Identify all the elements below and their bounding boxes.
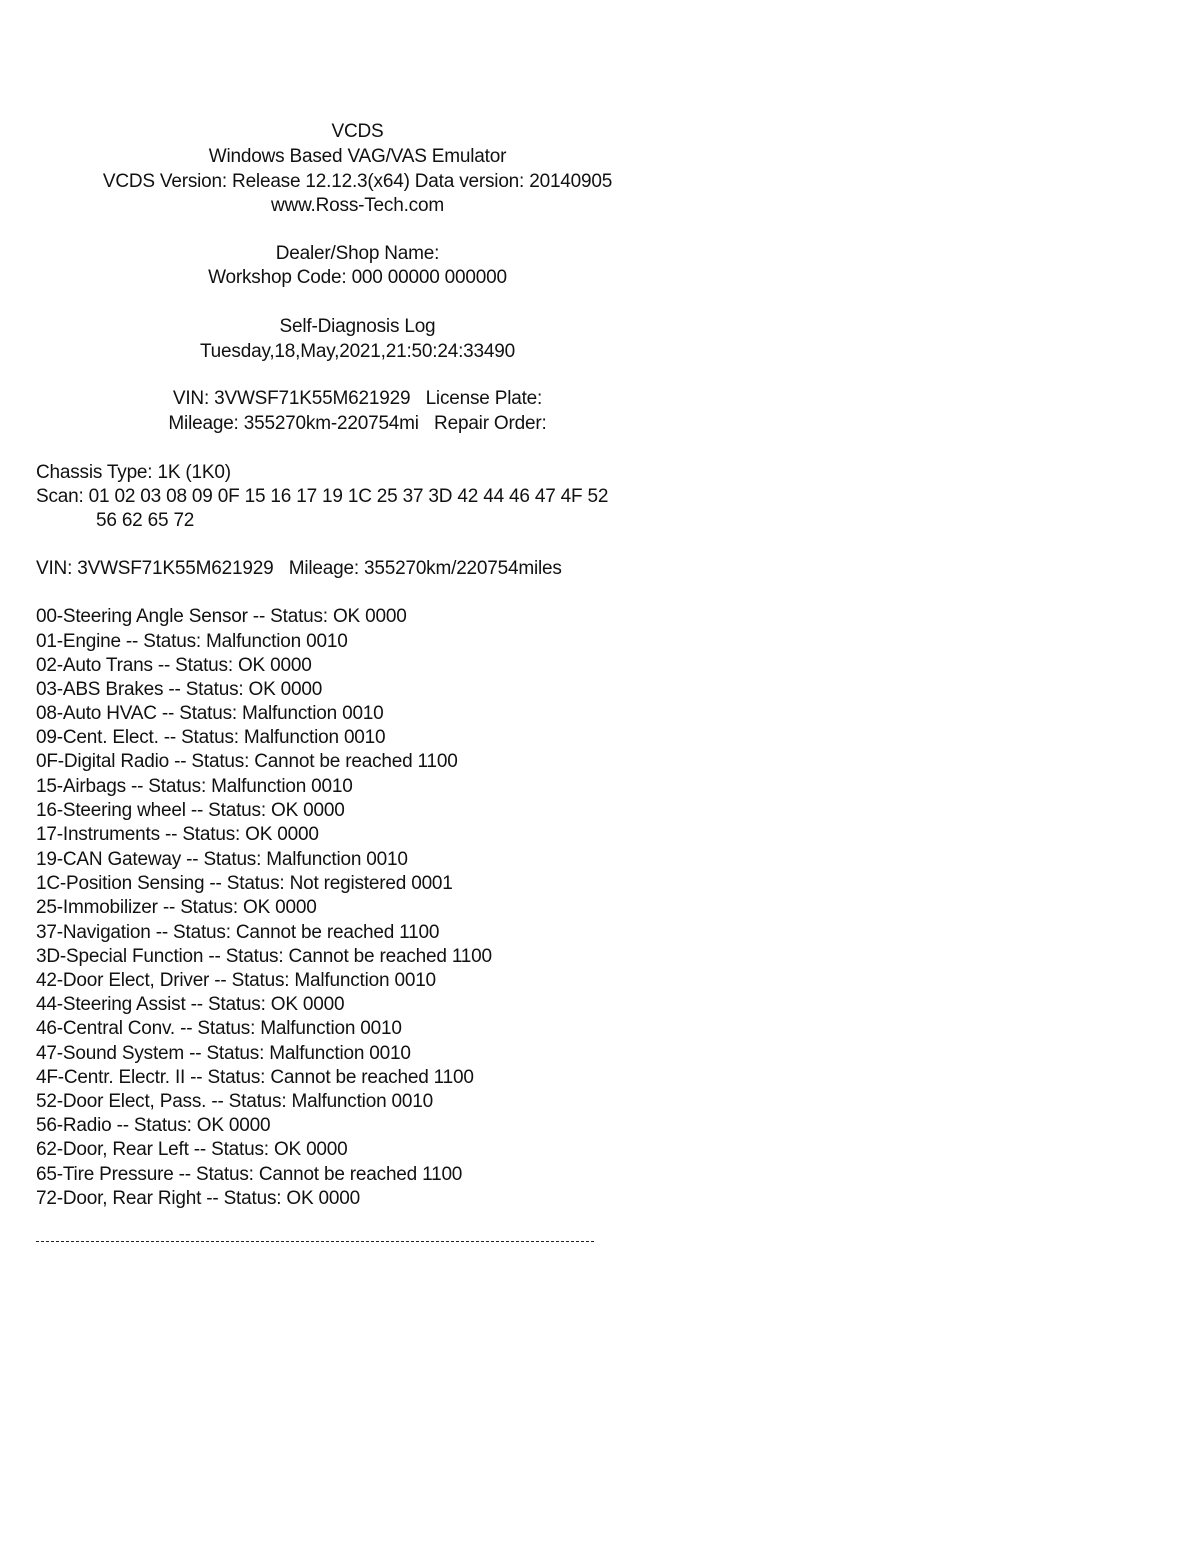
module-status-line: 19-CAN Gateway -- Status: Malfunction 0010	[36, 849, 408, 870]
log-timestamp: Tuesday,18,May,2021,21:50:24:33490	[199, 341, 516, 362]
module-status-line: 46-Central Conv. -- Status: Malfunction 0010	[36, 1018, 402, 1039]
website: www.Ross-Tech.com	[271, 195, 444, 216]
workshop-code: Workshop Code: 000 00000 000000	[208, 267, 507, 288]
module-status-line: 72-Door, Rear Right -- Status: OK 0000	[36, 1188, 361, 1209]
vin-mileage-line: VIN: 3VWSF71K55M621929 Mileage: 355270km/220754miles	[36, 558, 562, 579]
scan-list: Scan: 01 02 03 08 09 0F 15 16 17 19 1C 25 37 3D 42 44 46 47 4F 52	[36, 486, 609, 507]
scan-list-continued: 56 62 65 72	[96, 510, 195, 531]
module-status-line: 47-Sound System -- Status: Malfunction 0010	[36, 1043, 411, 1064]
module-status-line: 08-Auto HVAC -- Status: Malfunction 0010	[36, 703, 384, 724]
vin-license-line: VIN: 3VWSF71K55M621929 License Plate:	[172, 388, 543, 409]
module-status-line: 3D-Special Function -- Status: Cannot be reached 1100	[36, 946, 492, 967]
module-status-line: 02-Auto Trans -- Status: OK 0000	[36, 655, 312, 676]
app-subtitle: Windows Based VAG/VAS Emulator	[208, 146, 507, 167]
module-status-line: 42-Door Elect, Driver -- Status: Malfunction 0010	[36, 970, 436, 991]
chassis-type: Chassis Type: 1K (1K0)	[36, 462, 231, 483]
module-status-line: 65-Tire Pressure -- Status: Cannot be reached 1100	[36, 1164, 463, 1185]
dealer-shop-name: Dealer/Shop Name:	[275, 243, 440, 264]
version-line: VCDS Version: Release 12.12.3(x64) Data version: 20140905	[102, 171, 613, 192]
log-title: Self-Diagnosis Log	[279, 316, 436, 337]
app-name: VCDS	[331, 121, 384, 142]
module-status-line: 25-Immobilizer -- Status: OK 0000	[36, 897, 317, 918]
module-status-line: 00-Steering Angle Sensor -- Status: OK 0000	[36, 606, 407, 627]
module-status-line: 0F-Digital Radio -- Status: Cannot be reached 1100	[36, 751, 458, 772]
dashed-divider	[36, 1241, 594, 1242]
module-status-line: 17-Instruments -- Status: OK 0000	[36, 824, 319, 845]
module-status-line: 56-Radio -- Status: OK 0000	[36, 1115, 271, 1136]
module-status-line: 37-Navigation -- Status: Cannot be reached 1100	[36, 922, 440, 943]
module-status-line: 1C-Position Sensing -- Status: Not registered 0001	[36, 873, 453, 894]
module-status-line: 62-Door, Rear Left -- Status: OK 0000	[36, 1139, 348, 1160]
mileage-repair-line: Mileage: 355270km-220754mi Repair Order:	[168, 413, 547, 434]
module-status-line: 4F-Centr. Electr. II -- Status: Cannot be reached 1100	[36, 1067, 474, 1088]
module-status-line: 44-Steering Assist -- Status: OK 0000	[36, 994, 345, 1015]
module-status-line: 52-Door Elect, Pass. -- Status: Malfunction 0010	[36, 1091, 433, 1112]
module-status-line: 16-Steering wheel -- Status: OK 0000	[36, 800, 345, 821]
module-status-line: 09-Cent. Elect. -- Status: Malfunction 0010	[36, 727, 386, 748]
module-status-line: 03-ABS Brakes -- Status: OK 0000	[36, 679, 323, 700]
module-status-line: 01-Engine -- Status: Malfunction 0010	[36, 631, 348, 652]
module-status-line: 15-Airbags -- Status: Malfunction 0010	[36, 776, 353, 797]
